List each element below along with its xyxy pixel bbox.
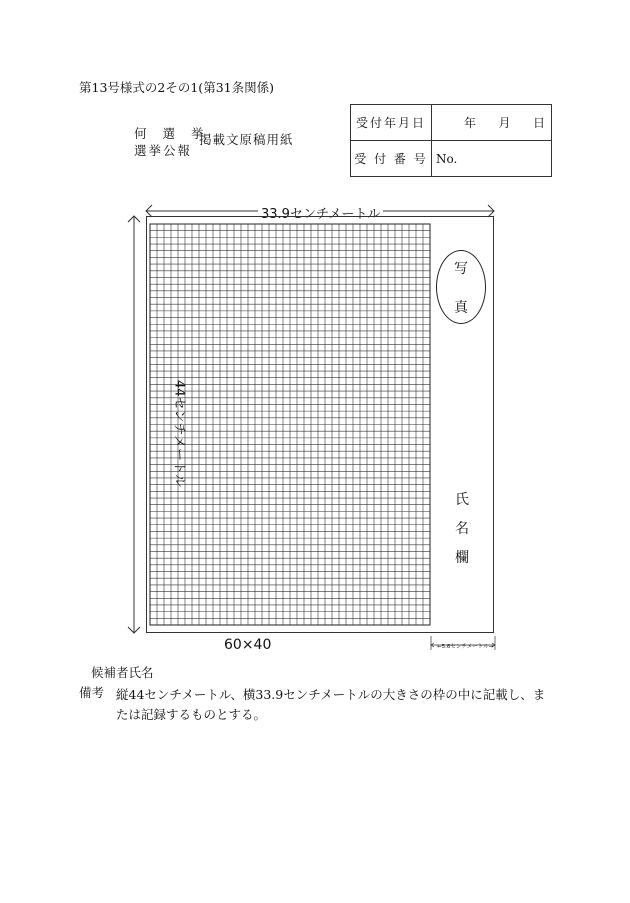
election-name-line2: 選挙公報 [134,143,193,158]
receipt-month-label: 月 [498,116,511,130]
receipt-day-label: 日 [532,116,545,130]
grid-size-label: 60×40 [224,637,272,653]
paper-title: 掲載文原稿用紙 [199,132,294,147]
width-dimension-label: 33.9センチメートル [258,203,383,222]
photo-char-1: 写 [454,261,468,277]
remarks-label: 備考 [79,685,105,700]
name-field-char-2: 名 [455,521,469,537]
name-field-char-1: 氏 [455,492,469,508]
form-header: 第13号様式の2その1(第31条関係) [79,80,274,95]
election-name-line1: 何 選 挙 [134,126,210,141]
manuscript-grid [149,223,431,626]
receipt-date-label: 受付年月日 [351,105,432,141]
grid-lines [150,224,430,625]
name-field-char-3: 欄 [455,550,469,566]
receipt-year-label: 年 [464,116,477,130]
photo-char-2: 真 [454,300,468,316]
height-dimension-label: 44センチメートル [172,371,191,497]
photo-width-text: 5.6センチメートル [441,644,489,650]
photo-width-label: ←5.6センチメートル→ [437,644,494,650]
remarks-text: 縦44センチメートル、横33.9センチメートルの大きさの枠の中に記載し、または記録するものとする。 [116,687,546,722]
candidate-name-label: 候補者氏名 [91,665,154,680]
receipt-number-label: 受 付 番 号 [351,141,432,177]
receipt-number-field: No. [432,141,552,177]
